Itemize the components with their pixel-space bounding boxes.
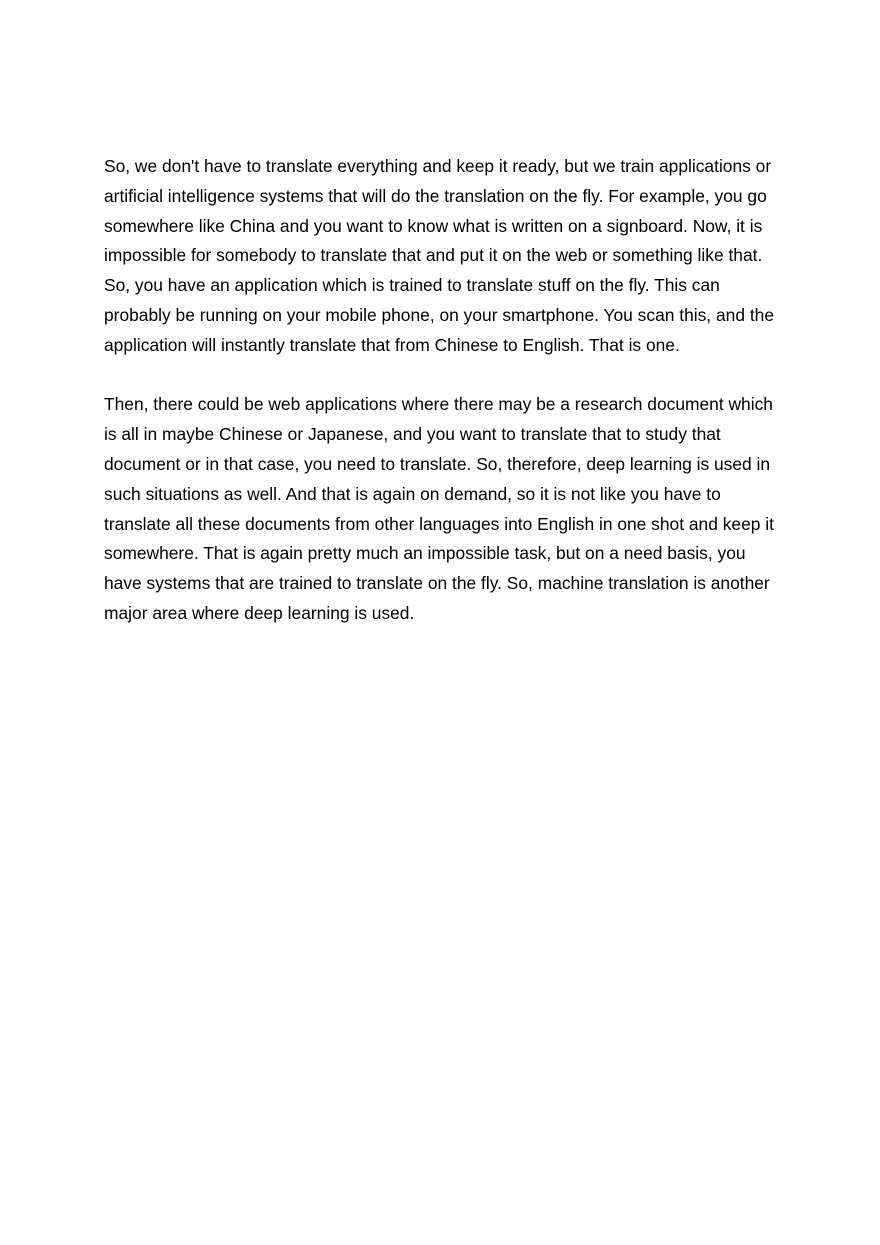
paragraph-line: impossible for somebody to translate that and put it on the web or something like that.: [104, 245, 763, 266]
paragraph-line: Then, there could be web applications where there may be a research document which: [104, 394, 773, 415]
paragraph-line: So, you have an application which is trained to translate stuff on the fly. This can: [104, 275, 720, 296]
paragraph-line: So, we don't have to translate everything and keep it ready, but we train applications or: [104, 156, 772, 176]
paragraph-line: probably be running on your mobile phone, on your smartphone. You scan this, and the: [104, 304, 774, 325]
document-body: [104, 152, 776, 659]
paragraph-line: application will instantly translate that from Chinese to English. That is one.: [104, 334, 680, 355]
paragraph-line: document or in that case, you need to translate. So, therefore, deep learning is used in: [104, 453, 771, 474]
paragraph-2: [104, 390, 776, 628]
paragraph-line: have systems that are trained to translate on the fly. So, machine translation is another: [104, 573, 770, 594]
paragraph-line: somewhere like China and you want to know what is written on a signboard. Now, it is: [104, 215, 763, 236]
paragraph-1: [104, 152, 776, 361]
paragraph-line: somewhere. That is again pretty much an impossible task, but on a need basis, you: [104, 543, 746, 564]
paragraph-line: translate all these documents from other languages into English in one shot and keep it: [104, 513, 774, 534]
paragraph-line: is all in maybe Chinese or Japanese, and you want to translate that to study that: [104, 424, 721, 445]
paragraph-line: major area where deep learning is used.: [104, 602, 415, 623]
paragraph-line: artificial intelligence systems that will do the translation on the fly. For example, you go: [104, 185, 767, 206]
paragraph-line: such situations as well. And that is again on demand, so it is not like you have to: [104, 483, 721, 504]
